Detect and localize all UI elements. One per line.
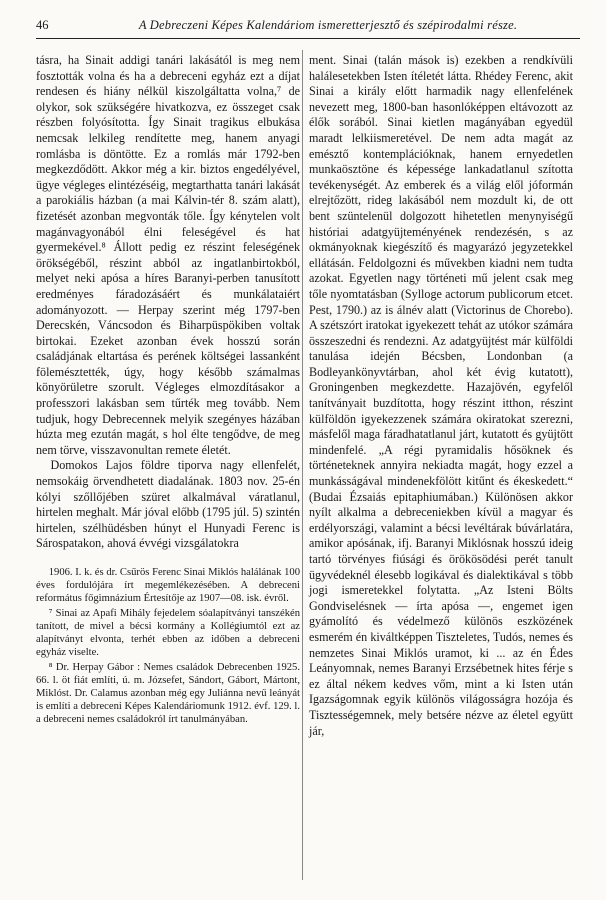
footnote-7: ⁷ Sinai az Apafi Mihály fejedelem sóalapítványi tanszékén tanított, de mivel a bécsi kormány a Kollégiumtól ezt az alapítványt elvonta, terhét ebben az időben a debreceni egyház viselte. [36,608,300,658]
right-paragraph-1: ment. Sinai (talán mások is) ezekben a rendkívüli halálesetekben Isten ítéletét látta. Rhédey Ferenc, akit Sinai a király előtt harmadik nagy ellenfelének nevezett meg, 1800-ban hasonlóképpen eltávozott az élők sorából. Sinai kietlen magányában egyedül maradt lelkiismeretével. De nem adta magát az emésztő kontemplációknak, hanem ernyedetlen munkaösztöne és képessége lankadatlanul szította tevékenységét. Az emberek és a világ elől jóformán elrejtőzött, rideg lakásából nem mozdult ki, de ott bent szüntelenül dolgozott hihetetlen menynyiségű históriai adatgyüjteményének rendezésén, s az okmányoknak kiegészítő és magyarázó jegyzetekkel ellátásán. Feldolgozni és művekben kiadni nem tudta azokat. Egyetlen nagy történeti mű jelent csak meg tőle nyomtatásban (Sylloge actorum publicorum etcet. Pest, 1790.) az is álnév alatt (Victorinus de Chorebo). A szétszórt iratokat igyekezett tehát az utókor számára összeszedni és rendezni. Az adatgyüjtést már külföldi tanulása idején Bécsben, Londonban (a Bodleyankönyvtárban, ahol két évig kutatott), Groningenben megkezdette. Hazajövén, egyfelől tanítványait buzdította, hogy részint itthon, részint külföldön igyekezzenek számára okiratokat szerezni, másfelől maga fáradhatatlanul járt, kutatott és gyüjtött mindenfelé. „A régi pyramidalis hősöknek és történeteknek annyira nekiadta magát, hogy ezzel a munkásságával mindenekfölött kitűnt és ékeskedett.“ (Budai Ézsaiás epitaphiumában.) Különösen akkor nyílt alkalma a debreceniekben kívül a magyar és erdélyországi, valamint a bécsi levéltárak búvárlatára, amikor apósának, ifj. Baranyi Miklósnak hosszú ideig tartó törvényes fiúsági és örökösödési perét tanult ügyvédeknél élesebb logikával és dialektikával s több jogi ismeretekkel folytatta. „Az Isteni Bölts Gondviselésnek — írta apósa —, engemet igen gyámolító és védelmező különös eszközének esmerém én kiváltképpen Tiszteletes, Tudós, nemes és nemzetes Sinai Miklós uramot, ki ... az én Édes Leányomnak, nemes Baranyi Erzsébetnek hites férje s ez által nékem kedves vőm, mint a ki Isten után Igazságomnak egyik különös világosságra hozója és Tisztességemnek, mely betsére nézve az életel együtt jár, [309,53,573,738]
footnote-continuation: 1906. I. k. és dr. Csűrös Ferenc Sinai Miklós halálának 100 éves fordulójára írt megemlékezésében. A debreceni református főgimnázium Értesítője az 1907—08. isk. évről. [36,567,300,604]
left-paragraph-1: tásra, ha Sinait addigi tanári lakásától is meg nem fosztották volna és ha a debreceni egyház ezt a díjat rendesen és hiány nélkül kiszolgáltatta volna,⁷ de olykor, sok szükségére hivatkozva, ez összeget csak részben folyósította. Így Sinait tragikus elbukása nemcsak lelkileg rendítette meg, hanem anyagi romlásba is döntötte. Ez a romlás már 1792-ben megkezdődött. Akkor még a kir. biztos engedélyével, ügye végleges elintézéséig, megtarthatta tanári lakását a parokiális házban (a mai Kálvin-tér 8. szám alatt), fizetését azonban megvonták tőle. Így kénytelen volt magánvagyonából élni feleségével és hat gyermekével.⁸ Állott pedig ez részint feleségének örökségéből, részint abból az ingatlanbirtokból, melyet neki apósa a híres Baranyi-perben tanusított eredményes fáradozásáért és munkálataiért adományozott. — Herpay szerint még 1797-ben Derecskén, Váncsodon és Biharpüspökiben voltak birtokai. Ezeket azonban évek hosszú során családjának eltartása és perének költségei lassanként fölemésztették, úgy, hogy később számalmas könyörületre szorult. Végleges elmozdításakor a professzori lakásban sem tűrték meg tovább. Nem tudjuk, hogy Debrecennek melyik szegényes házában húzta meg ezután magát, s hol élte tengődve, de meg nem törve, visszavonultan remete életét. [36,53,300,457]
footnotes [36,566,300,726]
left-column [36,53,300,728]
footnote-8: ⁸ Dr. Herpay Gábor : Nemes családok Debrecenben 1925. 66. l. öt fiát említi, ú. m. Józsefet, Sándort, Gábort, Mártont, Miklóst. Dr. Calamus azonban még egy Juliánna nevű leányát is említi a debreceni Képes Kalendáriomunk 1912. évf. 129. l. a debreceni nemes családokról írt tanulmányában. [36,662,300,725]
right-column [309,53,573,739]
column-divider [302,50,303,880]
running-title: A Debreczeni Képes Kalendáriom ismeretterjesztő és szépirodalmi része. [138,18,518,32]
page-header [36,18,580,39]
page-number: 46 [36,18,49,32]
left-paragraph-2: Domokos Lajos földre tiporva nagy ellenfelét, nemsokáig örvendhetett diadalának. 1803 nov. 25-én kólyi szőllőjében szüret alkalmával váratlanul, hirtelen meghalt. Már jóval előbb (1795 júl. 5) szintén hirtelen, szélhüdésben húnyt el Hunyadi Ferenc is Sárospatakon, ahová évvégi vizsgálatokra [36,458,300,551]
